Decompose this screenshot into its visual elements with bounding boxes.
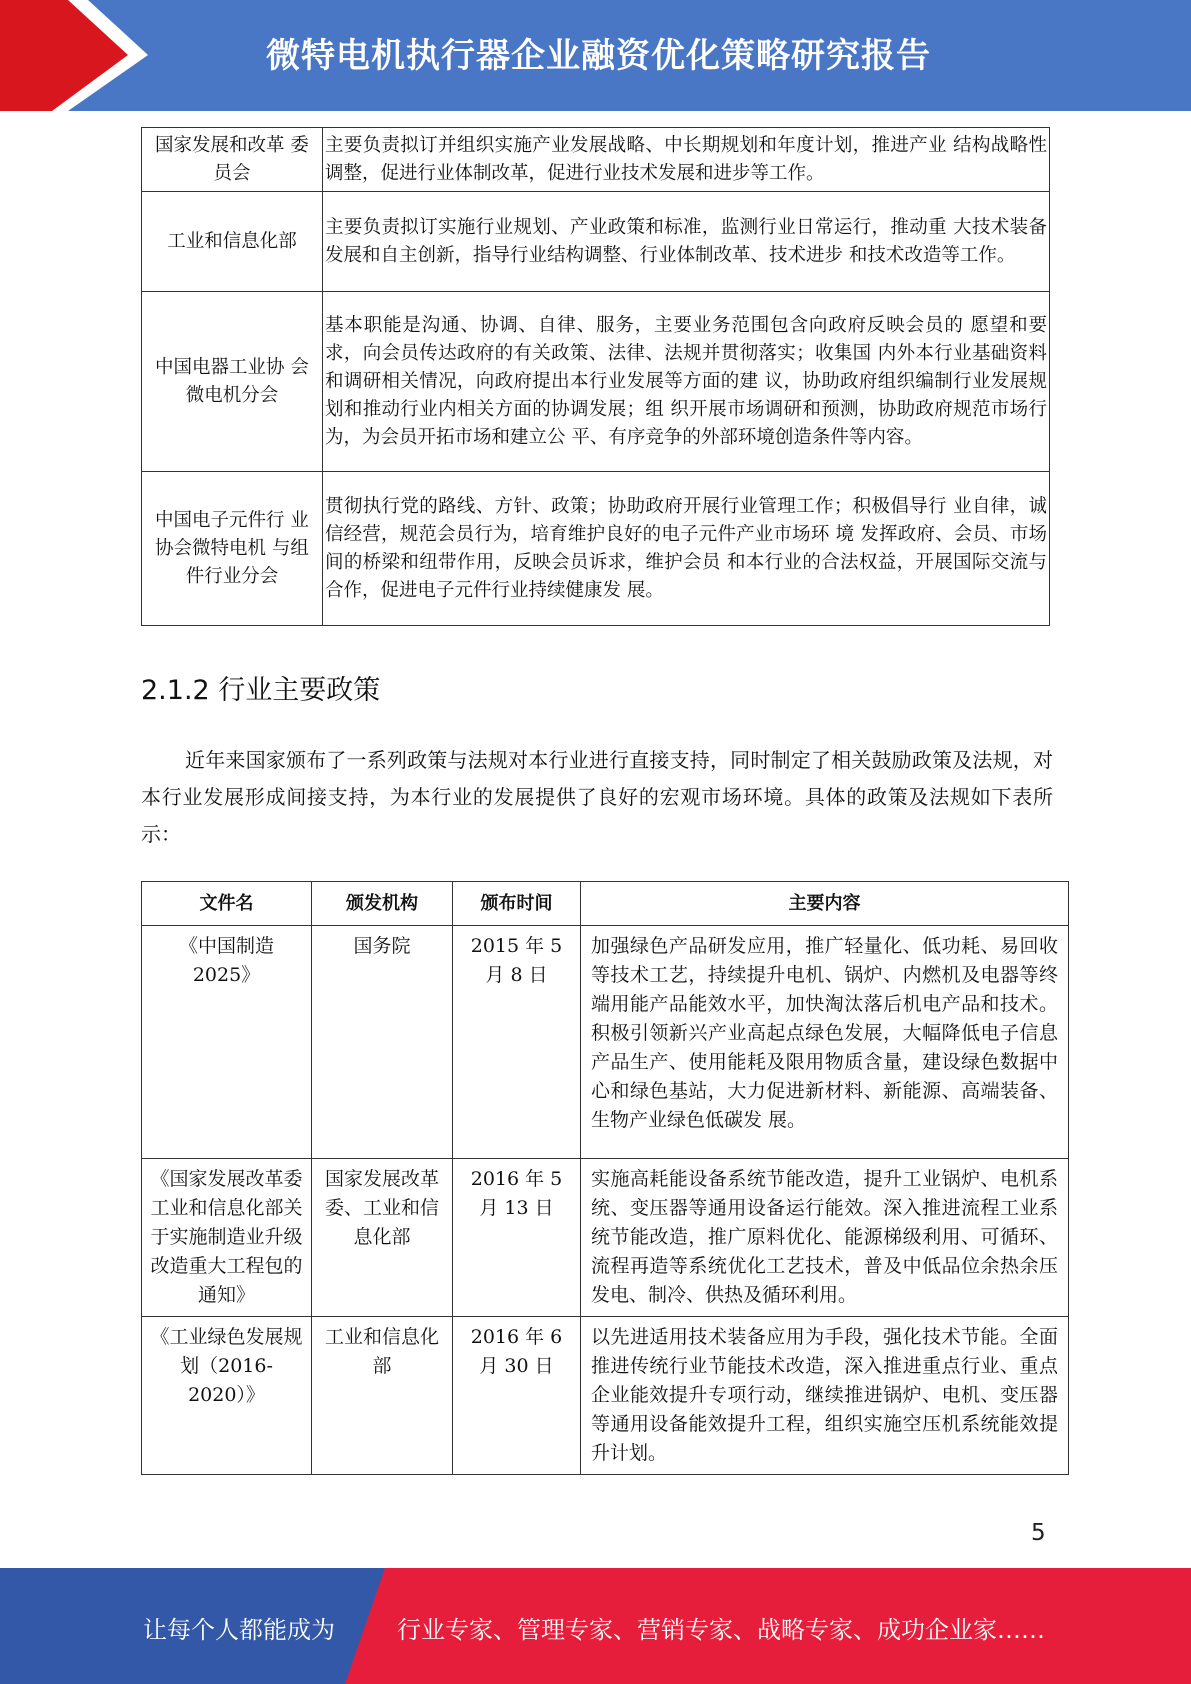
- table-row: [142, 192, 1050, 292]
- table-row: [142, 292, 1050, 472]
- table-row: [142, 472, 1050, 626]
- page-header: [0, 0, 1191, 111]
- header-arrow-decoration: [0, 0, 150, 111]
- agency-name: 国家发展和改革 委员会: [142, 128, 323, 192]
- page-footer: [0, 1568, 1191, 1684]
- intro-paragraph: 近年来国家颁布了一系列政策与法规对本行业进行直接支持，同时制定了相关鼓励政策及法规，对本行业发展形成间接支持，为本行业的发展提供了良好的宏观市场环境。具体的政策及法规如下表所示：: [141, 748, 1053, 846]
- table-row: [142, 128, 1050, 192]
- policy-issuer: 工业和信息化部: [312, 1317, 453, 1475]
- agency-name: 工业和信息化部: [142, 192, 323, 292]
- table-row: [142, 926, 1069, 1159]
- table-row: [142, 1159, 1069, 1317]
- policy-name: 《国家发展改革委工业和信息化部关于实施制造业升级改造重大工程包的通知》: [142, 1159, 312, 1317]
- policy-date: 2016 年 6 月 30 日: [453, 1317, 581, 1475]
- policy-content: 实施高耗能设备系统节能改造，提升工业锅炉、电机系统、变压器等通用设备运行能效。深入推进流程工业系统节能改造，推广原料优化、能源梯级利用、可循环、流程再造等系统优化工艺技术，普及中低品位余热余压发电、制冷、供热及循环利用。: [581, 1159, 1069, 1317]
- column-header: 颁发机构: [312, 882, 453, 926]
- table-row: [142, 1317, 1069, 1475]
- agency-duty: 主要负责拟订并组织实施产业发展战略、中长期规划和年度计划，推进产业 结构战略性调整，促进行业体制改革，促进行业技术发展和进步等工作。: [323, 128, 1050, 192]
- agency-name: 中国电子元件行 业协会微特电机 与组件行业分会: [142, 472, 323, 626]
- policy-issuer: 国务院: [312, 926, 453, 1159]
- footer-slogan-left: 让每个人都能成为: [143, 1616, 335, 1644]
- policy-date: 2016 年 5 月 13 日: [453, 1159, 581, 1317]
- footer-slogan-right: 行业专家、管理专家、营销专家、战略专家、成功企业家……: [397, 1616, 1045, 1644]
- policy-content: 加强绿色产品研发应用，推广轻量化、低功耗、易回收等技术工艺，持续提升电机、锅炉、内燃机及电器等终端用能产品能效水平，加快淘汰落后机电产品和技术。积极引领新兴产业高起点绿色发展，大幅降低电子信息产品生产、使用能耗及限用物质含量，建设绿色数据中心和绿色基站，大力促进新材料、新能源、高端装备、生物产业绿色低碳发 展。: [581, 926, 1069, 1159]
- policy-table: [141, 881, 1069, 1475]
- column-header: 文件名: [142, 882, 312, 926]
- column-header: 主要内容: [581, 882, 1069, 926]
- policy-name: 《中国制造 2025》: [142, 926, 312, 1159]
- policy-content: 以先进适用技术装备应用为手段，强化技术节能。全面推进传统行业节能技术改造，深入推进重点行业、重点企业能效提升专项行动，继续推进锅炉、电机、变压器等通用设备能效提升工程，组织实施空压机系统能效提升计划。: [581, 1317, 1069, 1475]
- agency-duty: 贯彻执行党的路线、方针、政策；协助政府开展行业管理工作；积极倡导行 业自律，诚信经营，规范会员行为，培育维护良好的电子元件产业市场环 境 发挥政府、会员、市场间的桥梁和纽带作用，反映会员诉求，维护会员 和本行业的合法权益，开展国际交流与合作，促进电子元件行业持续健康发 展。: [323, 472, 1050, 626]
- page-number: 5: [1031, 1520, 1046, 1546]
- agency-name: 中国电器工业协 会微电机分会: [142, 292, 323, 472]
- policy-issuer: 国家发展改革委、工业和信息化部: [312, 1159, 453, 1317]
- report-title: 微特电机执行器企业融资优化策略研究报告: [266, 36, 931, 76]
- table-header-row: [142, 882, 1069, 926]
- agency-duty: 基本职能是沟通、协调、自律、服务，主要业务范围包含向政府反映会员的 愿望和要求，向会员传达政府的有关政策、法律、法规并贯彻落实；收集国 内外本行业基础资料和调研相关情况，向政府提出本行业发展等方面的建 议，协助政府组织编制行业发展规划和推动行业内相关方面的协调发展；组 织开展市场调研和预测，协助政府规范市场行为，为会员开拓市场和建立公 平、有序竞争的外部环境创造条件等内容。: [323, 292, 1050, 472]
- agency-duty: 主要负责拟订实施行业规划、产业政策和标准，监测行业日常运行，推动重 大技术装备发展和自主创新，指导行业结构调整、行业体制改革、技术进步 和技术改造等工作。: [323, 192, 1050, 292]
- column-header: 颁布时间: [453, 882, 581, 926]
- policy-date: 2015 年 5 月 8 日: [453, 926, 581, 1159]
- section-heading: 2.1.2 行业主要政策: [141, 675, 381, 706]
- agency-table: [141, 127, 1050, 626]
- policy-name: 《工业绿色发展规划（2016-2020）》: [142, 1317, 312, 1475]
